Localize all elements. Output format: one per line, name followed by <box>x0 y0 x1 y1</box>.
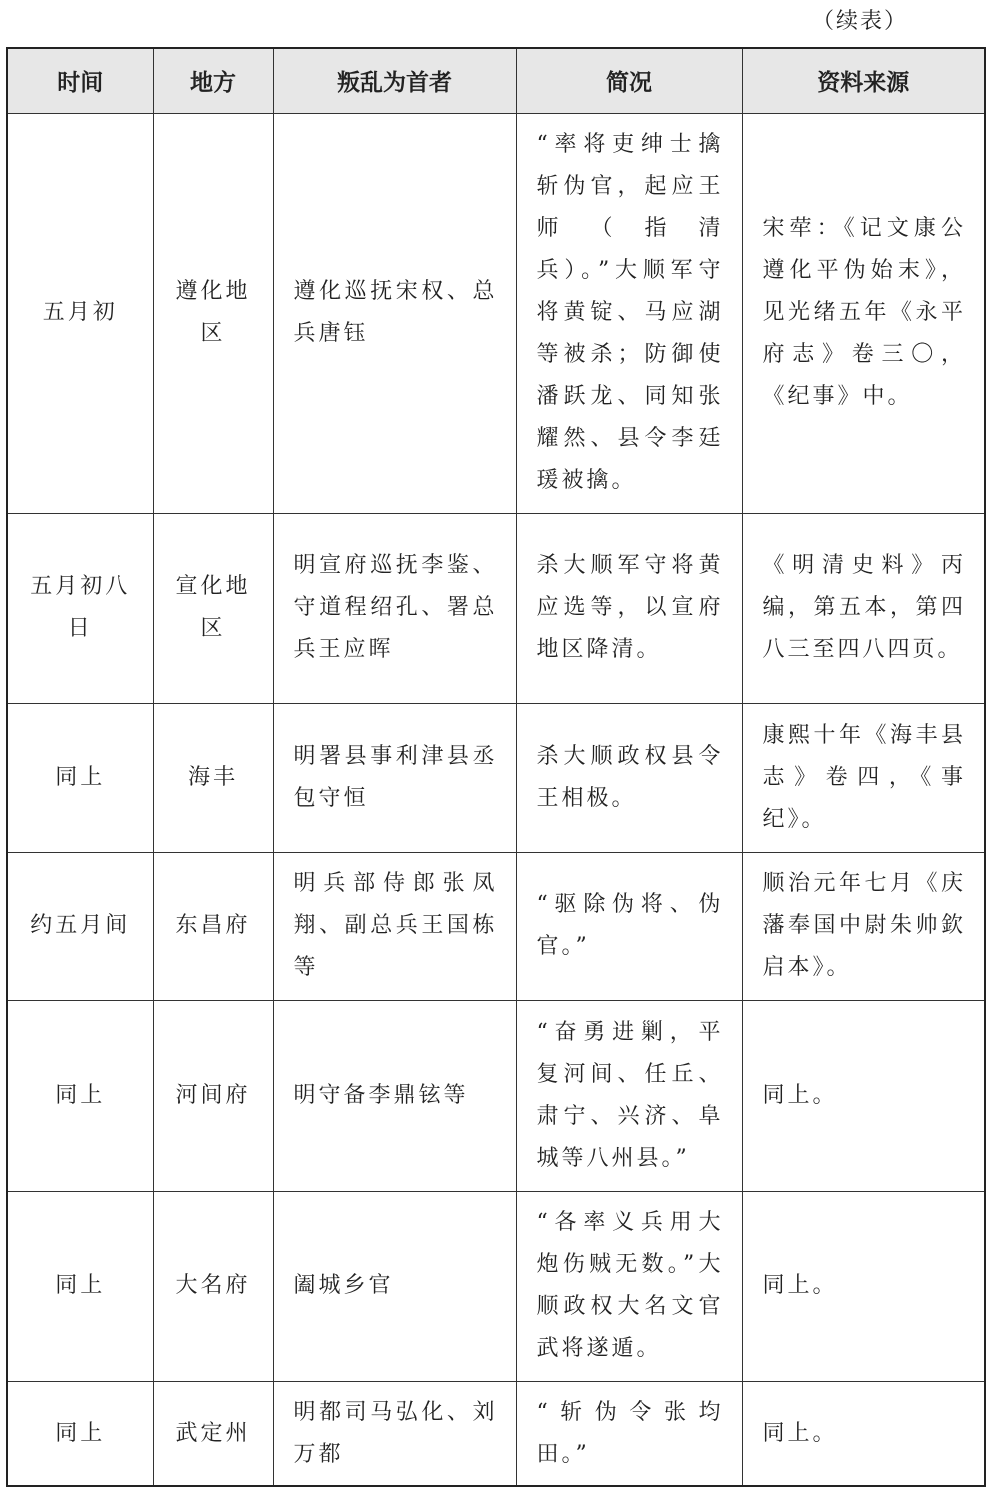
table-row <box>7 704 985 852</box>
cell-place: 遵化地区 <box>153 113 273 513</box>
cell-leaders: 明守备李鼎铉等 <box>273 1001 516 1192</box>
cell-place: 东昌府 <box>153 852 273 1000</box>
cell-place: 大名府 <box>153 1191 273 1382</box>
cell-source: 宋荦：《记文康公遵化平伪始末》，见光绪五年《永平府志》卷三〇，《纪事》中。 <box>742 113 985 513</box>
cell-leaders: 明宣府巡抚李鉴、守道程绍孔、署总兵王应晖 <box>273 513 516 704</box>
cell-time: 五月初八日 <box>7 513 153 704</box>
header-place: 地方 <box>153 48 273 113</box>
cell-place: 河间府 <box>153 1001 273 1192</box>
cell-time: 五月初 <box>7 113 153 513</box>
table-row <box>7 1382 985 1486</box>
cell-time: 约五月间 <box>7 852 153 1000</box>
cell-summary: “率将吏绅士擒斩伪官，起应王师（指清兵）。”大顺军守将黄锭、马应湖等被杀；防御使潘跃龙、同知张耀然、县令李廷瑗被擒。 <box>516 113 742 513</box>
cell-time: 同上 <box>7 1382 153 1486</box>
cell-time: 同上 <box>7 1001 153 1192</box>
cell-place: 宣化地区 <box>153 513 273 704</box>
cell-summary: “奋勇进剿，平复河间、任丘、肃宁、兴济、阜城等八州县。” <box>516 1001 742 1192</box>
cell-leaders: 明兵部侍郎张凤翔、副总兵王国栋等 <box>273 852 516 1000</box>
header-row <box>7 48 985 113</box>
cell-source: 同上。 <box>742 1001 985 1192</box>
cell-place: 武定州 <box>153 1382 273 1486</box>
cell-place: 海丰 <box>153 704 273 852</box>
cell-time: 同上 <box>7 1191 153 1382</box>
cell-time: 同上 <box>7 704 153 852</box>
cell-summary: “斩伪令张均田。” <box>516 1382 742 1486</box>
cell-source: 顺治元年七月《庆藩奉国中尉朱帅欽启本》。 <box>742 852 985 1000</box>
header-summary: 简况 <box>516 48 742 113</box>
revolt-table <box>6 47 986 1487</box>
cell-leaders: 阖城乡官 <box>273 1191 516 1382</box>
cell-source: 康熙十年《海丰县志》卷四，《事纪》。 <box>742 704 985 852</box>
continued-label: （续表） <box>812 9 909 34</box>
cell-leaders: 遵化巡抚宋权、总兵唐钰 <box>273 113 516 513</box>
cell-leaders: 明都司马弘化、刘万都 <box>273 1382 516 1486</box>
table-row <box>7 1001 985 1192</box>
header-leaders: 叛乱为首者 <box>273 48 516 113</box>
table-row <box>7 513 985 704</box>
table-row <box>7 852 985 1000</box>
cell-summary: 杀大顺军守将黄应选等，以宣府地区降清。 <box>516 513 742 704</box>
table-row <box>7 113 985 513</box>
cell-summary: “驱除伪将、伪官。” <box>516 852 742 1000</box>
cell-summary: 杀大顺政权县令王相极。 <box>516 704 742 852</box>
table-row <box>7 1191 985 1382</box>
header-time: 时间 <box>7 48 153 113</box>
cell-leaders: 明署县事利津县丞包守恒 <box>273 704 516 852</box>
cell-source: 同上。 <box>742 1382 985 1486</box>
header-source: 资料来源 <box>742 48 985 113</box>
cell-summary: “各率义兵用大炮伤贼无数。”大顺政权大名文官武将遂遁。 <box>516 1191 742 1382</box>
cell-source: 同上。 <box>742 1191 985 1382</box>
cell-source: 《明清史料》丙编，第五本，第四八三至四八四页。 <box>742 513 985 704</box>
